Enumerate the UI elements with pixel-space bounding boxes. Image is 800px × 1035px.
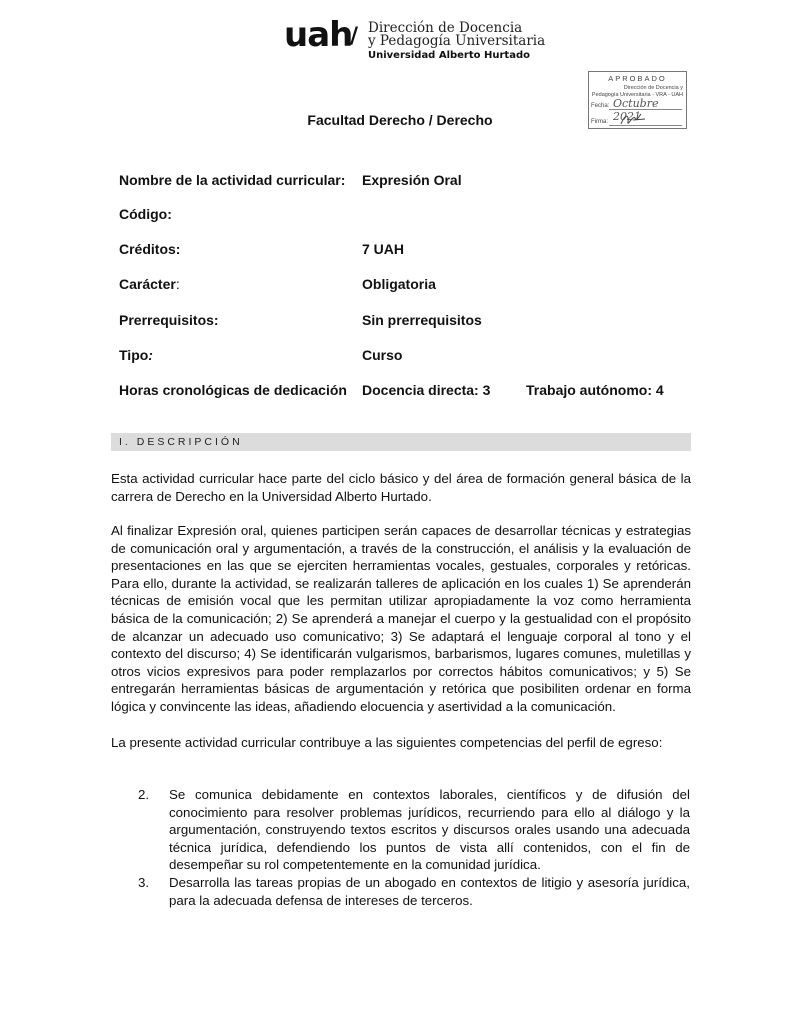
codigo-label: Código: [119, 206, 172, 222]
logo-line-1: Dirección de Docencia [368, 20, 523, 36]
nombre-label: Nombre de la actividad curricular: [119, 172, 346, 188]
logo-line-3: Universidad Alberto Hurtado [368, 50, 530, 61]
section-heading-text: I. DESCRIPCIÓN [119, 436, 243, 448]
tipo-label: Tipo [119, 347, 149, 363]
prerrequisitos-label: Prerrequisitos: [119, 312, 219, 328]
section-heading-descripcion [111, 433, 691, 451]
tipo-value: Curso [362, 347, 403, 363]
tipo-colon: : [148, 347, 153, 363]
caracter-colon: : [175, 276, 180, 292]
trabajo-autonomo: Trabajo autónomo: 4 [526, 382, 664, 398]
logo-mark: uah [284, 15, 353, 55]
docencia-directa: Docencia directa: 3 [362, 382, 491, 398]
creditos-label: Créditos: [119, 241, 181, 257]
caracter-label: Carácter [119, 276, 176, 292]
stamp-fecha-value: Octubre 2021 [613, 97, 659, 123]
stamp-firma-label: Firma: [591, 119, 608, 125]
stamp-fecha-label: Fecha: [591, 103, 610, 109]
paragraph-competencias: La presente actividad curricular contribuye a las siguientes competencias del perfil de egreso: [111, 735, 663, 750]
creditos-value: 7 UAH [362, 241, 405, 257]
field-codigo [119, 206, 172, 222]
field-caracter [119, 276, 436, 292]
stamp-dept-line-2: Pedagogía Universitaria - VRA - UAH [591, 92, 683, 98]
competencia-number: 3. [138, 875, 150, 890]
competencia-text: Se comunica debidamente en contextos laborales, científicos y de difusión del conocimiento para resolver problemas jurídicos, recurriendo para ello al diálogo y la argumentación, construyendo textos escritos y discursos orales usando una adecuada técnica jurídica, defendiendo los puntos de vista allí contenidos, con el fin de desempeñar su rol competentemente en la comunidad jurídica. [169, 787, 690, 873]
field-creditos [119, 241, 405, 257]
competencia-text: Desarrolla las tareas propias de un abogado en contextos de litigio y asesoría jurídica, para la adecuada defensa de intereses de terceros. [169, 875, 690, 908]
field-horas [119, 382, 664, 398]
field-nombre [119, 172, 462, 188]
stamp-dept-line-1: Dirección de Docencia y [623, 85, 683, 91]
nombre-value: Expresión Oral [362, 172, 462, 188]
faculty-title: Facultad Derecho / Derecho [307, 112, 493, 128]
caracter-value: Obligatoria [362, 276, 436, 292]
paragraph-objetivos: Al finalizar Expresión oral, quienes participen serán capaces de desarrollar técnicas y estrategias de comunicación oral y argumentación, a través de la construcción, el análisis y la evaluación de presentaciones en las que se ejerciten herramientas vocales, gestuales, corporales y retóricas. Para ello, durante la actividad, se realizarán talleres de aplicación en los cuales 1) Se aprenderán técnicas de emisión vocal que les permitan utilizar apropiadamente la voz como herramienta básica de la comunicación; 2) Se aprenderá a manejar el cuerpo y la gestualidad con el propósito de alcanzar un adecuado uso comunicativo; 3) Se adaptará el lenguaje corporal al tono y el contexto del discurso; 4) Se identificarán vulgarismos, barbarismos, lugares comunes, muletillas y otros vicios expresivos para poder remplazarlos por correctos hábitos comunicativos; y 5) Se entregarán herramientas básicas de argumentación y retórica que posibiliten ordenar en forma lógica y convincente las ideas, añadiendo elocuencia y asertividad a la comunicación. [111, 523, 691, 714]
horas-label: Horas cronológicas de dedicación [119, 382, 347, 398]
stamp-title: APROBADO [608, 74, 667, 83]
prerrequisitos-value: Sin prerrequisitos [362, 312, 482, 328]
logo-slash: / [350, 24, 359, 49]
paragraph-intro: Esta actividad curricular hace parte del ciclo básico y del área de formación general básica de la carrera de Derecho en la Universidad Alberto Hurtado. [111, 471, 691, 504]
field-prerrequisitos [119, 312, 482, 328]
field-tipo [119, 347, 403, 363]
competencia-number: 2. [138, 787, 150, 802]
logo-line-2: y Pedagogía Universitaria [368, 33, 546, 49]
